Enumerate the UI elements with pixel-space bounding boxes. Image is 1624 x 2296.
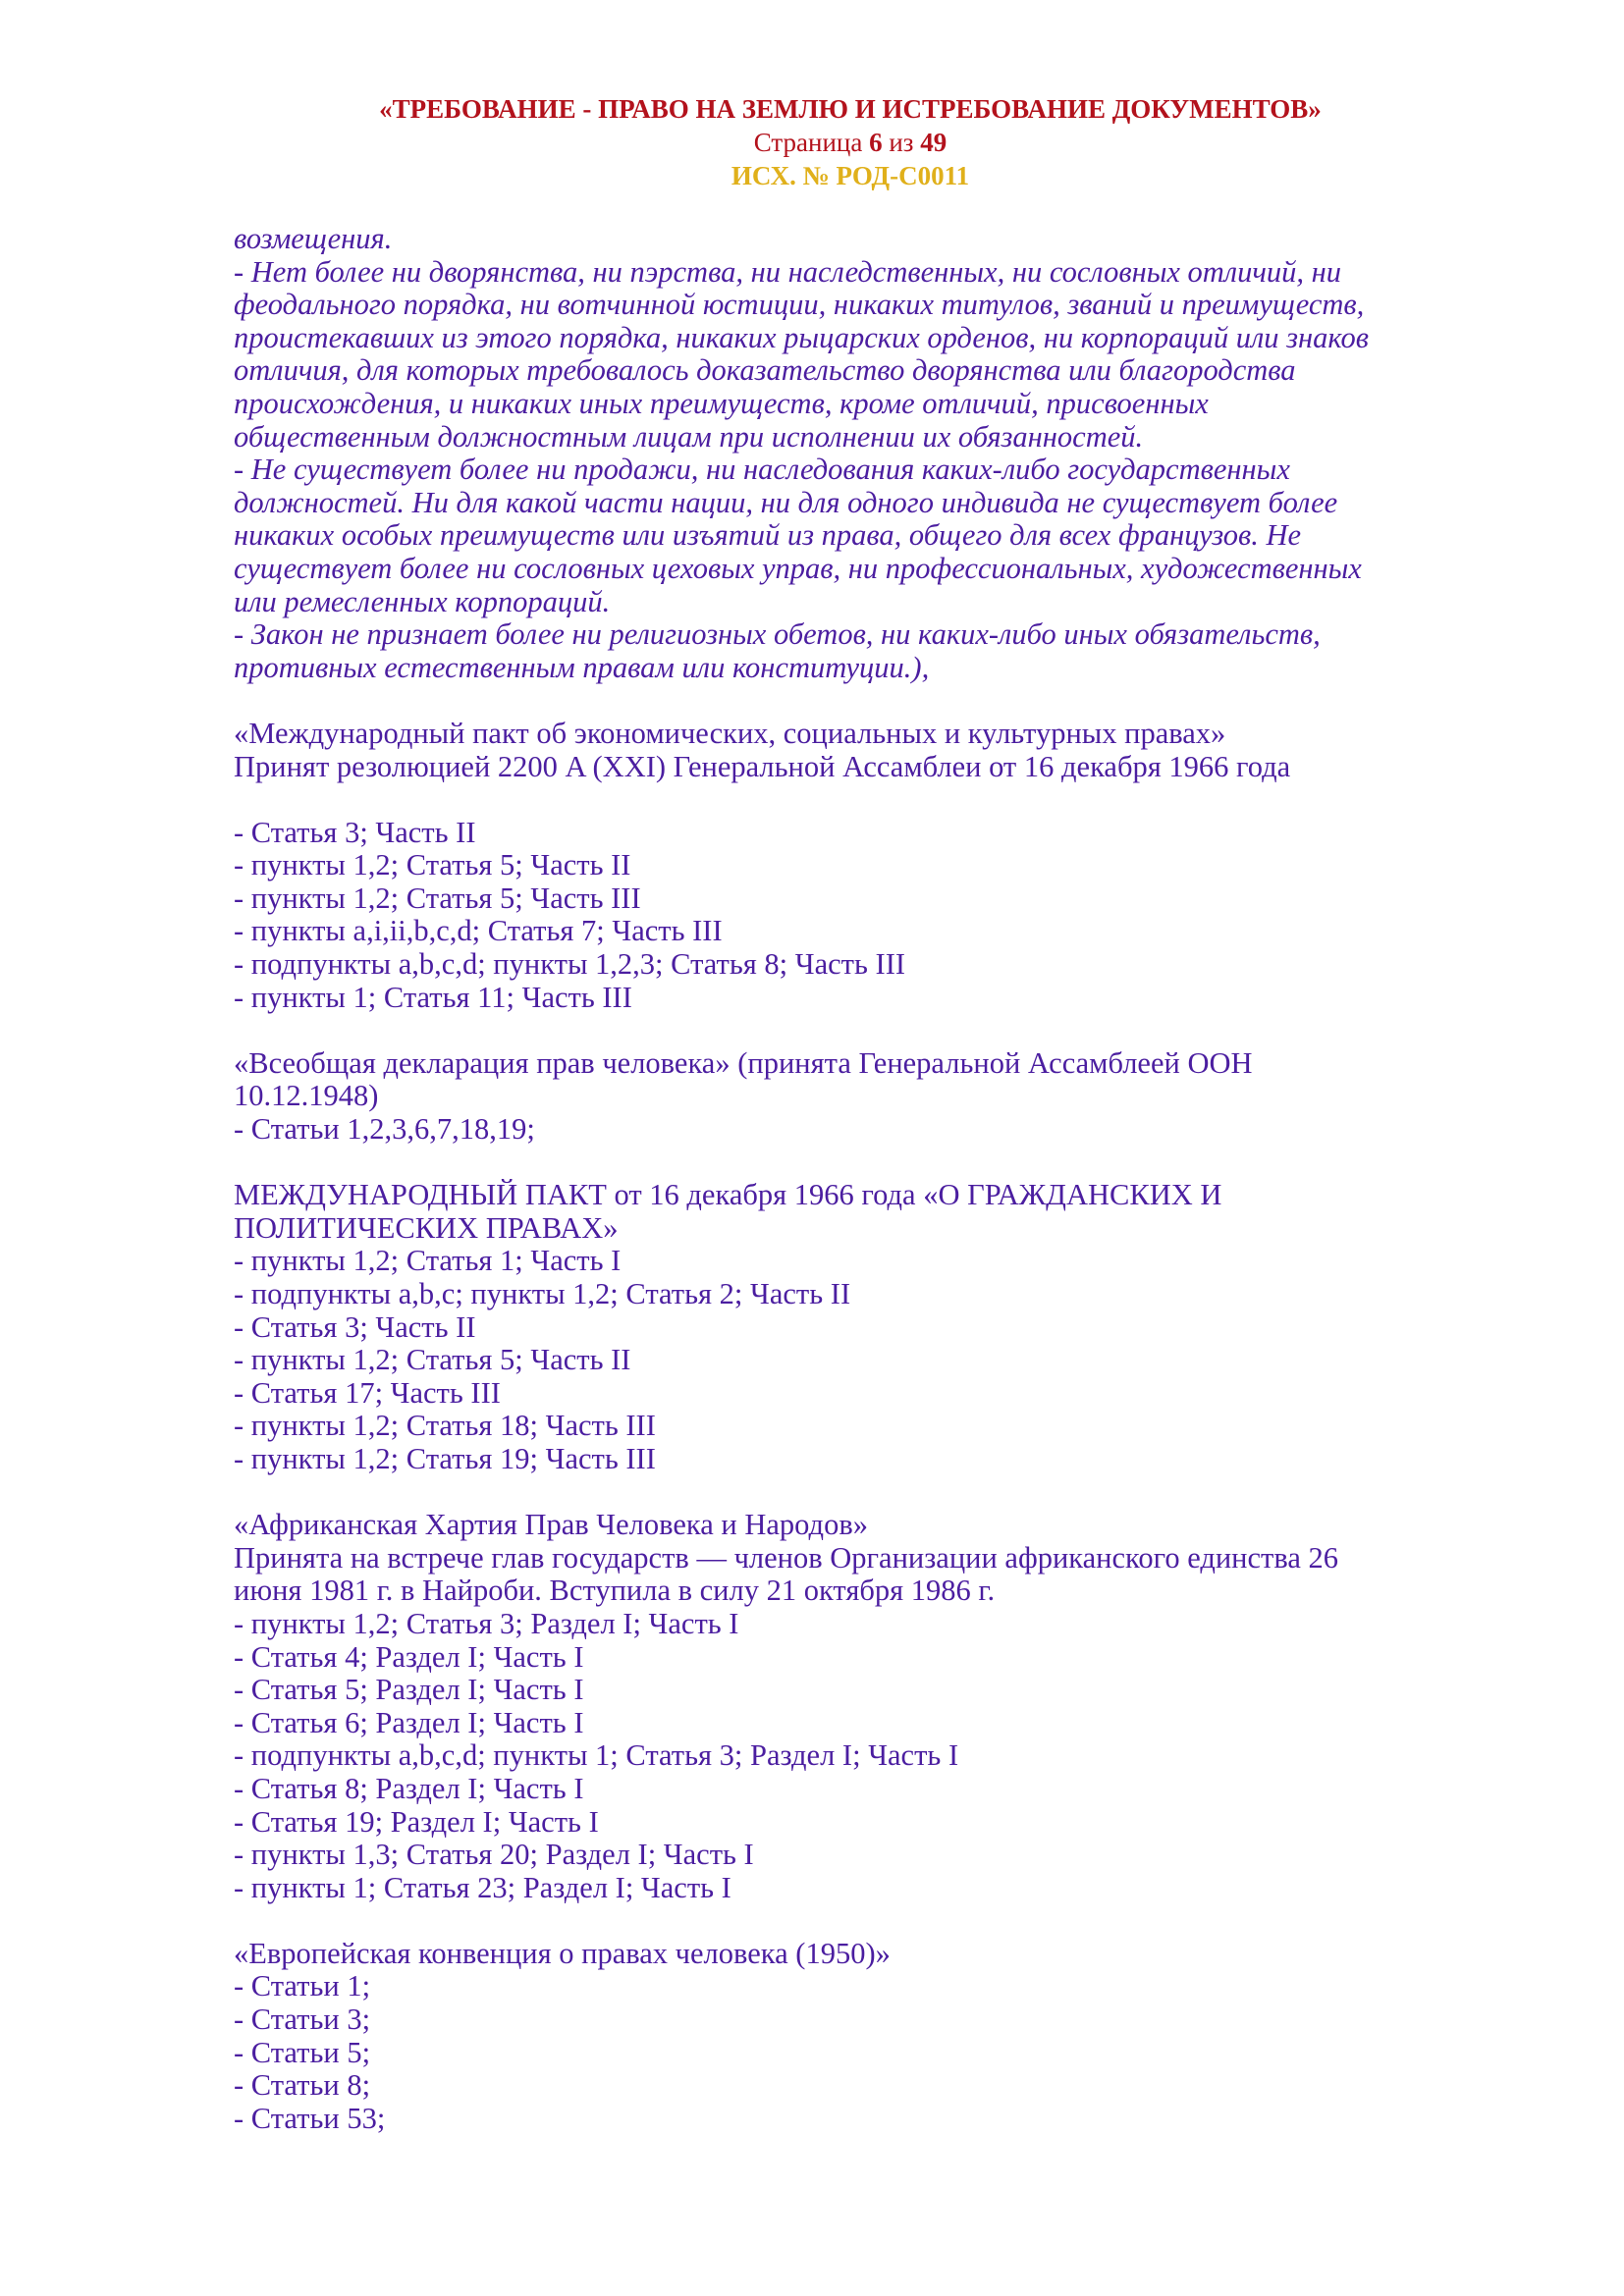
quote-line: существует более ни сословных цеховых управ, ни профессиональных, художественных [234, 551, 1362, 585]
section-line: - Статьи 53; [234, 2101, 386, 2135]
quote-line: - Нет более ни дворянства, ни пэрства, ни наследственных, ни сословных отличий, ни [234, 254, 1342, 289]
section-line: - подпункты a,b,c,d; пункты 1; Статья 3; Раздел I; Часть I [234, 1738, 959, 1773]
legal-reference-section [234, 1938, 1510, 2136]
section-line: Принята на встрече глав государств — членов Организации африканского единства 26 [234, 1540, 1339, 1575]
section-line: - Статьи 5; [234, 2035, 371, 2069]
section-line: - пункты 1,2; Статья 3; Раздел I; Часть I [234, 1606, 739, 1640]
quote-line: - Не существует более ни продажи, ни наследования каких-либо государственных [234, 453, 1290, 487]
quote-line: - Закон не признает более ни религиозных обетов, ни каких-либо иных обязательств, [234, 617, 1321, 652]
page-number-line [232, 126, 1469, 159]
section-line: - пункты 1,2; Статья 18; Часть III [234, 1409, 656, 1443]
section-line: - Статьи 8; [234, 2068, 371, 2103]
quote-line: противных естественным правам или конституции.), [234, 650, 930, 684]
quote-line: должностей. Ни для какой части нации, ни для одного индивида не существует более [234, 485, 1338, 519]
section-heading: «Африканская Хартия Прав Человека и Народов» [234, 1508, 868, 1542]
legal-reference-section [234, 1509, 1510, 1904]
section-line: ПОЛИТИЧЕСКИХ ПРАВАХ» [234, 1210, 619, 1245]
section-line: - Статья 17; Часть III [234, 1375, 501, 1410]
section-heading: «Международный пакт об экономических, социальных и культурных правах» [234, 716, 1226, 750]
section-heading: МЕЖДУНАРОДНЫЙ ПАКТ от 16 декабря 1966 года «О ГРАЖДАНСКИХ И [234, 1178, 1222, 1212]
quote-line: происхождения, и никаких иных преимуществ, кроме отличий, присвоенных [234, 386, 1209, 420]
section-line [234, 783, 1510, 817]
section-heading: «Европейская конвенция о правах человека (1950)» [234, 1936, 891, 1970]
section-line: - пункты 1,3; Статья 20; Раздел I; Часть I [234, 1838, 754, 1872]
section-line: - Статья 3; Часть II [234, 1309, 476, 1344]
italic-quote-block [234, 223, 1510, 684]
section-line: - пункты 1,2; Статья 5; Часть II [234, 848, 631, 882]
legal-reference-section [234, 1047, 1510, 1147]
page-current: 6 [869, 128, 883, 157]
section-line: Принят резолюцией 2200 A (XXI) Генеральной Ассамблеи от 16 декабря 1966 года [234, 749, 1291, 783]
quote-line: феодального порядка, ни вотчинной юстиции, никаких титулов, званий и преимуществ, [234, 288, 1365, 322]
section-line: - Статьи 3; [234, 2002, 371, 2037]
page-of: из [889, 128, 914, 157]
section-line: - Статья 5; Раздел I; Часть I [234, 1673, 584, 1707]
section-line: - Статья 6; Раздел I; Часть I [234, 1705, 584, 1739]
section-heading: «Всеобщая декларация прав человека» (принята Генеральной Ассамблеей ООН [234, 1045, 1253, 1080]
page-total: 49 [920, 128, 947, 157]
quote-line: никаких особых преимуществ или изъятий из права, общего для всех французов. Не [234, 518, 1302, 553]
page-prefix: Страница [753, 128, 863, 157]
section-line: - Статья 3; Часть II [234, 815, 476, 849]
section-line: - подпункты a,b,c,d; пункты 1,2,3; Статья 8; Часть III [234, 947, 906, 982]
section-spacer [234, 1476, 1510, 1510]
document-body [234, 223, 1510, 2135]
section-spacer [234, 1904, 1510, 1938]
section-spacer [234, 684, 1510, 718]
section-line: - пункты 1,2; Статья 1; Часть I [234, 1244, 622, 1278]
reference-number: ИСХ. № РОД-С0011 [731, 161, 970, 190]
section-spacer [234, 1014, 1510, 1047]
section-line: - пункты a,i,ii,b,c,d; Статья 7; Часть III [234, 914, 723, 948]
section-line: 10.12.1948) [234, 1079, 379, 1113]
legal-reference-section [234, 1179, 1510, 1475]
section-line: - Статья 8; Раздел I; Часть I [234, 1771, 584, 1805]
section-line: - Статья 19; Раздел I; Часть I [234, 1804, 599, 1839]
section-line: июня 1981 г. в Найроби. Вступила в силу 21 октября 1986 г. [234, 1574, 996, 1608]
section-line: - пункты 1,2; Статья 5; Часть II [234, 1343, 631, 1377]
section-line: - пункты 1; Статья 23; Раздел I; Часть I [234, 1870, 731, 1904]
section-line: - пункты 1,2; Статья 19; Часть III [234, 1441, 656, 1475]
section-line: - пункты 1,2; Статья 5; Часть III [234, 881, 641, 915]
quote-line: или ремесленных корпораций. [234, 584, 611, 618]
quote-line: проистекавших из этого порядка, никаких рыцарских орденов, ни корпораций или знаков [234, 320, 1370, 354]
page-header [232, 92, 1469, 192]
section-line: - подпункты a,b,c; пункты 1,2; Статья 2; Часть II [234, 1277, 851, 1310]
section-spacer [234, 1147, 1510, 1180]
legal-reference-section [234, 718, 1510, 1014]
section-line: - Статья 4; Раздел I; Часть I [234, 1639, 584, 1674]
quote-line: общественным должностным лицам при исполнении их обязанностей. [234, 419, 1144, 454]
quote-line: отличия, для которых требовалось доказательство дворянства или благородства [234, 353, 1296, 388]
section-line: - пункты 1; Статья 11; Часть III [234, 980, 632, 1014]
section-line: - Статьи 1,2,3,6,7,18,19; [234, 1112, 535, 1147]
section-line: - Статьи 1; [234, 1969, 371, 2003]
document-title: «ТРЕБОВАНИЕ - ПРАВО НА ЗЕМЛЮ И ИСТРЕБОВАНИЕ ДОКУМЕНТОВ» [379, 94, 1322, 124]
quote-line: возмещения. [234, 222, 393, 255]
